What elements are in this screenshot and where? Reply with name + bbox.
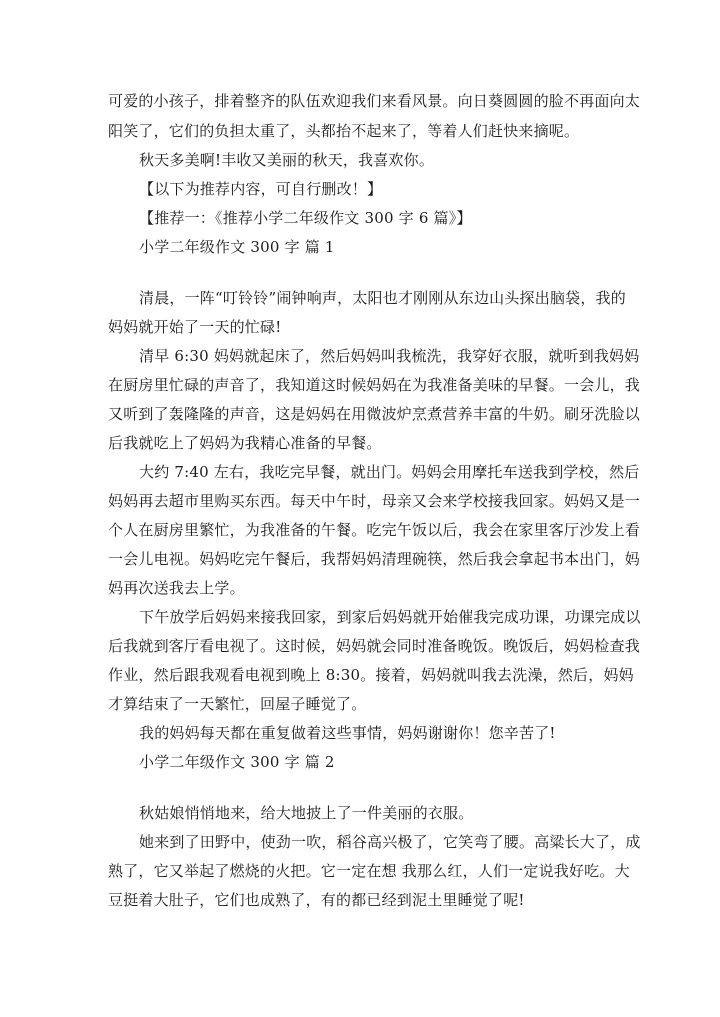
text-line: 妈妈就开始了一天的忙碌!	[108, 318, 282, 336]
text-line: 后我就吃上了妈妈为我精心准备的早餐。	[108, 434, 382, 452]
text-line: 清早 6:30 妈妈就起床了，然后妈妈叫我梳洗，我穿好衣服，就听到我妈妈	[139, 347, 640, 365]
text-line: 一会儿电视。妈妈吃完午餐后，我帮妈妈清理碗筷，然后我会拿起书本出门，妈	[108, 550, 641, 568]
text-line: 妈妈再去超市里购买东西。每天中午时，母亲又会来学校接我回家。妈妈又是一	[108, 492, 641, 510]
section-heading: 小学二年级作文 300 字 篇 1	[139, 238, 335, 256]
text-line: 大约 7:40 左右，我吃完早餐，就出门。妈妈会用摩托车送我到学校，然后	[139, 463, 640, 481]
text-line: 在厨房里忙碌的声音了，我知道这时候妈妈在为我准备美味的早餐。一会儿，我	[108, 376, 641, 394]
text-line: 秋姑娘悄悄地来，给大地披上了一件美丽的衣服。	[139, 804, 474, 822]
text-line: 她来到了田野中，使劲一吹，稻谷高兴极了，它笑弯了腰。高粱长大了，成	[139, 833, 641, 851]
text-line: 阳笑了，它们的负担太重了，头都抬不起来了，等着人们赶快来摘呢。	[108, 122, 580, 140]
text-line: 下午放学后妈妈来接我回家，到家后妈妈就开始催我完成功课，功课完成以	[139, 608, 641, 626]
text-line: 秋天多美啊!丰收又美丽的秋天，我喜欢你。	[139, 151, 435, 169]
text-line: 后我就到客厅看电视了。这时候，妈妈就会同时准备晚饭。晚饭后，妈妈检查我	[108, 637, 641, 655]
text-line: 又听到了轰隆隆的声音，这是妈妈在用微波炉烹煮营养丰富的牛奶。刷牙洗脸以	[108, 405, 641, 423]
text-line: 我的妈妈每天都在重复做着这些事情，妈妈谢谢你！您辛苦了!	[139, 724, 556, 742]
recommend-note: 【以下为推荐内容，可自行删改！】	[139, 180, 383, 198]
text-line: 才算结束了一天繁忙，回屋子睡觉了。	[108, 695, 367, 713]
text-line: 作业，然后跟我观看电视到晚上 8:30。接着，妈妈就叫我去洗澡，然后，妈妈	[108, 666, 634, 684]
text-line: 妈再次送我去上学。	[108, 579, 245, 597]
text-line: 清晨，一阵“叮铃铃”闹钟响声，太阳也才刚刚从东边山头探出脑袋，我的	[139, 289, 626, 307]
text-line: 豆挺着大肚子，它们也成熟了，有的都已经到泥土里睡觉了呢!	[108, 891, 525, 909]
section-heading: 小学二年级作文 300 字 篇 2	[139, 753, 335, 771]
text-line: 个人在厨房里繁忙，为我准备的午餐。吃完午饭以后，我会在家里客厅沙发上看	[108, 521, 641, 539]
recommend-title: 【推荐一：《推荐小学二年级作文 300 字 6 篇》】	[139, 209, 472, 227]
text-line: 可爱的小孩子，排着整齐的队伍欢迎我们来看风景。向日葵圆圆的脸不再面向太	[108, 92, 641, 110]
text-line: 熟了，它又举起了燃烧的火把。它一定在想 我那么红，人们一定说我好吃。大	[108, 862, 630, 880]
